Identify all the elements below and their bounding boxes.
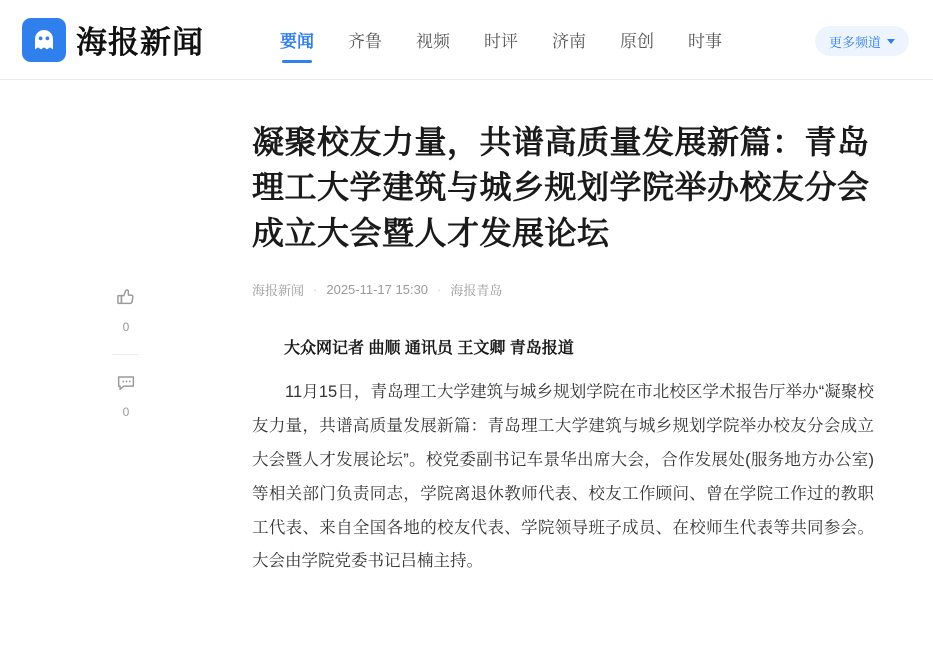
like-count: 0 <box>122 320 130 334</box>
main-nav <box>280 0 722 79</box>
comment-bubble-icon <box>115 371 137 398</box>
ghost-mascot-icon <box>22 18 66 62</box>
nav-item-shipin[interactable]: 视频 <box>416 32 450 51</box>
article-meta <box>252 280 874 299</box>
article-byline: 大众网记者 曲顺 通讯员 王文卿 青岛报道 <box>284 340 574 358</box>
nav-item-yuanchuang[interactable]: 原创 <box>620 32 654 51</box>
nav-item-shiping[interactable]: 时评 <box>484 32 518 51</box>
more-channels-button[interactable] <box>815 26 909 56</box>
article-channel: 海报青岛 <box>450 283 503 299</box>
page-title: 凝聚校友力量，共谱高质量发展新篇：青岛理工大学建筑与城乡规划学院举办校友分会成立大会暨人才发展论坛 <box>252 123 870 252</box>
nav-item-shishi[interactable]: 时事 <box>688 32 722 51</box>
rail-divider <box>113 354 139 355</box>
brand[interactable] <box>22 17 262 62</box>
action-rail <box>0 86 252 596</box>
nav-item-jinan[interactable]: 济南 <box>552 32 586 51</box>
comment-button[interactable] <box>115 371 137 419</box>
like-button[interactable] <box>115 286 137 334</box>
article-source: 海报新闻 <box>252 283 305 299</box>
meta-separator-2: · <box>437 282 442 298</box>
page-body <box>0 80 933 596</box>
article-paragraph-1: 11月15日，青岛理工大学建筑与城乡规划学院在市北校区学术报告厅举办“凝聚校友力量，共谱高质量发展新篇：青岛理工大学建筑与城乡规划学院举办校友分会成立大会暨人才发展论坛”。校党委副书记车景华出席大会，合作发展处(服务地方办公室)等相关部门负责同志，学院离退休教师代表、校友工作顾问、曾在学院工作过的教职工代表、来自全国各地的校友代表、学院领导班子成员、在校师生代表等共同参会。大会由学院党委书记吕楠主持。 <box>252 383 874 571</box>
thumbs-up-icon <box>115 286 137 313</box>
meta-separator: · <box>313 282 318 298</box>
nav-item-yaowen[interactable]: 要闻 <box>280 0 314 79</box>
more-channels-label: 更多频道 <box>828 34 881 50</box>
article <box>252 86 912 596</box>
brand-name: 海报新闻 <box>76 25 204 61</box>
chevron-down-icon <box>887 39 895 44</box>
article-datetime: 2025-11-17 15:30 <box>326 282 429 298</box>
comment-count: 0 <box>122 405 130 419</box>
nav-item-qilu[interactable]: 齐鲁 <box>348 32 382 51</box>
site-header <box>0 0 933 80</box>
